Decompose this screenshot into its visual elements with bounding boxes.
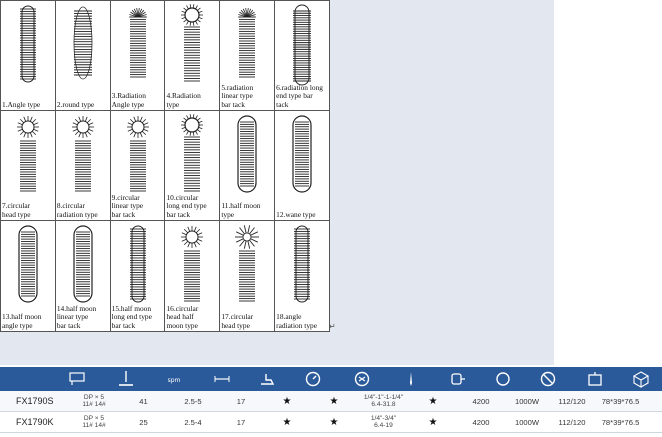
- header-cell: [102, 367, 148, 391]
- pattern-label: 9.circular linear type bar tack: [111, 193, 144, 219]
- header-cell: [483, 367, 524, 391]
- pattern-cell: [110, 0, 165, 110]
- size-cell: [357, 391, 410, 411]
- header-cell: [433, 367, 482, 391]
- voltage-cell: 112/120: [558, 417, 586, 427]
- pattern-label: 1.Angle type: [2, 99, 41, 109]
- stitch-count-icon: [164, 369, 184, 389]
- feature-star: ★: [282, 416, 292, 428]
- value-cell: 17: [236, 417, 246, 427]
- value-cell: 17: [236, 396, 246, 406]
- pattern-cell: [110, 110, 165, 220]
- spec-table: [0, 367, 662, 433]
- needle-plate-icon: [116, 369, 136, 389]
- buttonhole-pattern-grid: [0, 0, 330, 332]
- voltage-cell: 112/120: [558, 396, 586, 406]
- pattern-cell: [0, 110, 55, 220]
- pattern-cell: [274, 0, 329, 110]
- pattern-label: 13.half moon angle type: [2, 312, 42, 330]
- speed-dial-icon: [303, 369, 323, 389]
- size-cell-line: 6.4-31.8: [371, 401, 396, 408]
- stitches-cell: 41: [139, 396, 148, 406]
- table-row: [0, 412, 662, 433]
- bobbin-icon: [493, 369, 513, 389]
- pattern-label: 11.half moon type: [221, 201, 261, 219]
- table-row: [0, 391, 662, 412]
- header-cell: [620, 367, 662, 391]
- no-entry-icon: [538, 369, 558, 389]
- range-cell: 2.5-4: [184, 417, 202, 427]
- pattern-cell: [274, 220, 329, 331]
- pattern-cell: [164, 220, 219, 331]
- size-cell-line: 1/4"-1"-1-1/4": [363, 394, 404, 401]
- header-cell: [291, 367, 336, 391]
- pattern-cell: [55, 220, 110, 331]
- voltage-icon: [585, 369, 605, 389]
- header-cell: [51, 367, 102, 391]
- pattern-label: 16.circular head half moon type: [166, 304, 199, 330]
- sewing-machine-icon: [67, 369, 87, 389]
- feature-star: ★: [329, 416, 339, 428]
- pattern-label: 5.radiation linear type bar tack: [221, 83, 254, 109]
- feature-star: ★: [428, 416, 438, 428]
- pattern-label: 15.half moon long end type bar tack: [111, 304, 152, 330]
- header-cell: [524, 367, 571, 391]
- pattern-cell: [219, 220, 274, 331]
- pattern-label: 6.radiation long end type bar tack: [276, 83, 323, 109]
- pattern-cell: [164, 110, 219, 220]
- feature-star: ★: [428, 395, 438, 407]
- size-cell-line: 6.4-19: [374, 422, 393, 429]
- speed-cell: 4200: [472, 396, 490, 406]
- pattern-cell: [219, 0, 274, 110]
- pattern-label: 2.round type: [56, 99, 95, 109]
- pattern-cell: [219, 110, 274, 220]
- pattern-cell: [0, 220, 55, 331]
- pattern-cell: [0, 0, 55, 110]
- pattern-cell: [274, 110, 329, 220]
- power-cell: 1000W: [514, 396, 540, 406]
- stitches-cell: 25: [139, 417, 148, 427]
- header-cell: [243, 367, 290, 391]
- pattern-cell: [110, 220, 165, 331]
- header-cell: [388, 367, 433, 391]
- header-cell: [200, 367, 243, 391]
- header-cell: [571, 367, 619, 391]
- package-size-icon: [631, 369, 651, 389]
- header-cell: [149, 367, 200, 391]
- model-cell: FX1790S: [16, 396, 54, 406]
- needle-spec-cell: [68, 412, 120, 432]
- pattern-label: 14.half moon linear type bar tack: [56, 304, 97, 330]
- needle-spec-cell-line: DP × 5: [83, 394, 105, 401]
- package-cell: 78*39*76.5: [601, 396, 640, 406]
- pattern-cell: [55, 0, 110, 110]
- pattern-label: 10.circular long end type bar tack: [166, 193, 207, 219]
- thread-trim-icon: [352, 369, 372, 389]
- spec-table-body: [0, 391, 662, 433]
- model-cell: FX1790K: [16, 417, 54, 427]
- size-cell-line: 1/4"-3/4": [370, 415, 397, 422]
- needle-spec-cell-line: DP × 5: [83, 415, 105, 422]
- range-cell: 2.5-5: [184, 396, 202, 406]
- pattern-label: 17.circular head type: [221, 312, 254, 330]
- pattern-label: 8.circular radiation type: [56, 201, 98, 219]
- pattern-label: 7.circular head type: [2, 201, 31, 219]
- package-cell: 78*39*76.5: [601, 417, 640, 427]
- pattern-label: 4.Radiation type: [166, 91, 201, 109]
- needle-spec-cell-line: 11# 14#: [82, 401, 106, 408]
- pattern-label: 12.wane type: [276, 209, 316, 219]
- pattern-cell: [164, 0, 219, 110]
- spec-table-header: [0, 367, 662, 391]
- foot-lift-icon: [257, 369, 277, 389]
- feature-star: ★: [329, 395, 339, 407]
- paragraph-return-mark: ↵: [329, 322, 336, 331]
- pattern-cell: [55, 110, 110, 220]
- needle-spec-cell-line: 11# 14#: [82, 422, 106, 429]
- cutting-length-icon: [212, 369, 232, 389]
- size-cell: [357, 412, 410, 432]
- feature-star: ★: [282, 395, 292, 407]
- svg-text:spm: spm: [167, 377, 181, 384]
- motor-icon: [448, 369, 468, 389]
- pattern-label: 3.Radiation Angle type: [111, 91, 146, 109]
- needle-spec-cell: [68, 391, 120, 411]
- header-cell: [0, 367, 51, 391]
- power-cell: 1000W: [514, 417, 540, 427]
- header-cell: [336, 367, 388, 391]
- speed-cell: 4200: [472, 417, 490, 427]
- needle-icon: [401, 369, 421, 389]
- pattern-label: 18.angle radiation type: [276, 312, 317, 330]
